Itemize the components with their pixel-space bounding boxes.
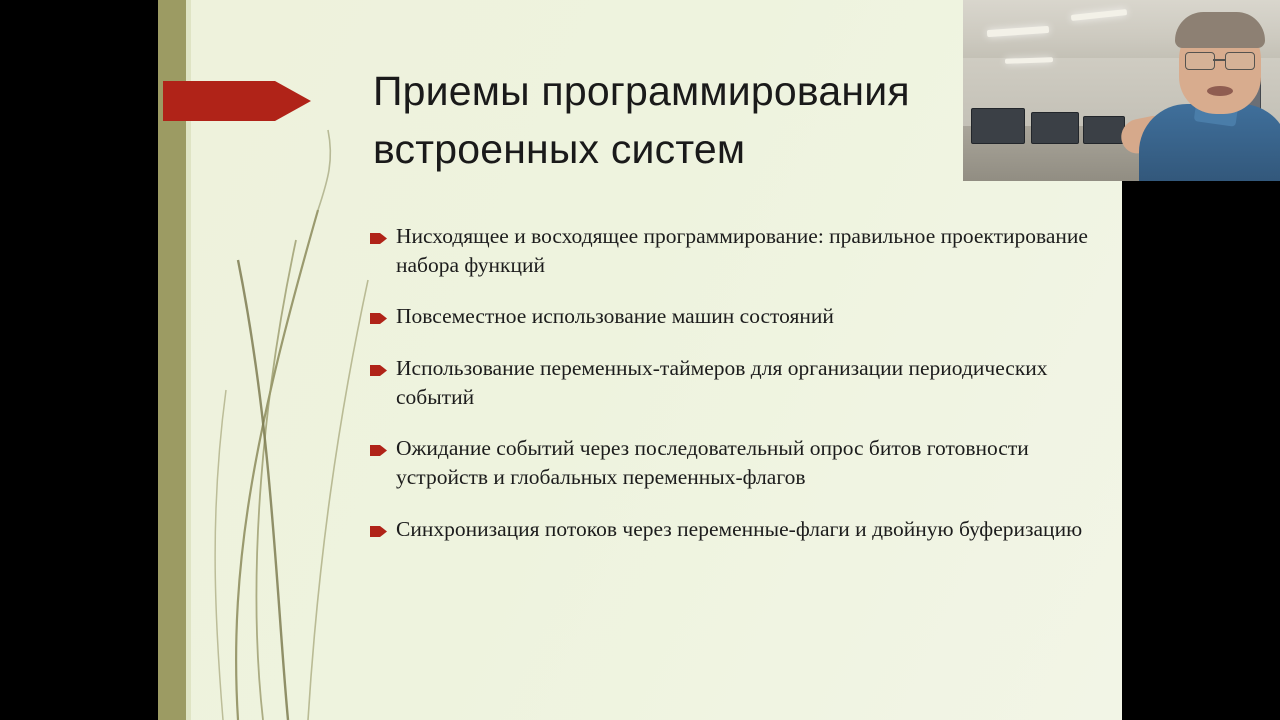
- list-item-label: Использование переменных-таймеров для организации периодических событий: [396, 355, 1048, 409]
- bullet-arrow-icon: [370, 363, 396, 381]
- glasses-icon: [1185, 52, 1257, 68]
- bullet-arrow-icon: [370, 443, 396, 461]
- list-item-label: Повсеместное использование машин состояний: [396, 304, 834, 329]
- list-item-label: Ожидание событий через последовательный опрос битов готовности устройств и глобальных переменных-флагов: [396, 436, 1029, 490]
- slide-title: Приемы программирования встроенных систем: [373, 68, 910, 173]
- list-item-label: Синхронизация потоков через переменные-флаги и двойную буферизацию: [396, 516, 1083, 541]
- webcam-monitor: [1083, 116, 1125, 144]
- list-item-label: Нисходящее и восходящее программирование: правильное проектирование набора функций: [396, 224, 1088, 278]
- bullet-arrow-icon: [370, 311, 396, 329]
- bullet-arrow-icon: [370, 524, 396, 542]
- slide-bullet-list: [370, 222, 1090, 566]
- list-item: [370, 222, 1090, 280]
- bullet-arrow-icon: [370, 231, 396, 249]
- webcam-monitor: [971, 108, 1025, 144]
- list-item: [370, 434, 1090, 492]
- list-item: [370, 302, 1090, 331]
- presenter-webcam: [963, 0, 1280, 181]
- webcam-presenter-mouth: [1207, 86, 1233, 96]
- title-arrow-icon: [163, 75, 313, 127]
- webcam-monitor: [1031, 112, 1079, 144]
- list-item: [370, 515, 1090, 544]
- webcam-presenter-hair: [1175, 12, 1265, 48]
- list-item: [370, 354, 1090, 412]
